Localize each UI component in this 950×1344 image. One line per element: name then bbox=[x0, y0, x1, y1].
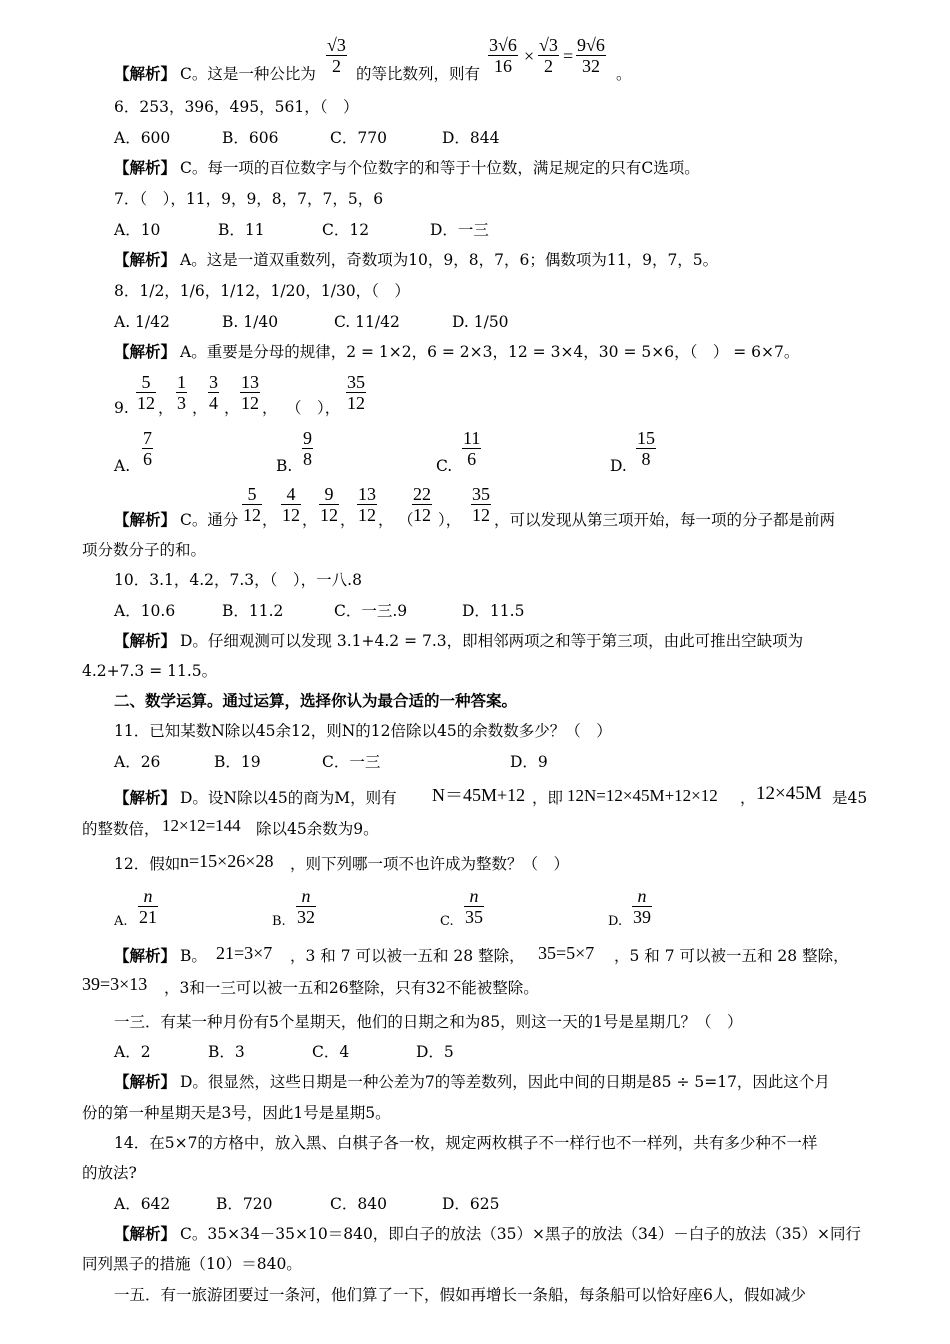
q11-math-1: N＝45M+12 bbox=[432, 785, 526, 805]
q9-exp-text-b: ，可以发现从第三项开始，每一项的分子都是前两 bbox=[494, 511, 836, 529]
q12-option-c-label: C. bbox=[440, 914, 454, 929]
q9-exp-term-5: $\frac{22}{12}$ bbox=[413, 484, 431, 525]
q5-exp-text-a: C。这是一种公比为 bbox=[180, 65, 316, 83]
q9-term-2: $\frac{1}{3}$ bbox=[177, 372, 186, 413]
q10-exp-label: 【解析】 bbox=[114, 631, 177, 650]
q13-option-d: D．5 bbox=[416, 1043, 454, 1061]
q9-blank: （ ）， bbox=[286, 399, 341, 417]
q12-option-b-fraction: $\frac{n}{32}$ bbox=[297, 886, 315, 927]
q12-option-c-fraction: $\frac{n}{35}$ bbox=[465, 886, 483, 927]
q12-option-a-fraction: $\frac{n}{21}$ bbox=[139, 886, 157, 927]
q11-exp-text-c: ， bbox=[740, 789, 756, 807]
q9-term-5: $\frac{35}{12}$ bbox=[347, 372, 365, 413]
q7-exp-label: 【解析】 bbox=[114, 250, 177, 269]
q12-option-d-fraction: $\frac{n}{39}$ bbox=[633, 886, 651, 927]
q8-exp-label: 【解析】 bbox=[114, 342, 177, 361]
q5-equals: = bbox=[563, 46, 574, 66]
q9-exp-term-1: $\frac{5}{12}$ bbox=[243, 484, 261, 525]
q5-ratio-fraction: $\frac{√3}{2}$ bbox=[327, 35, 346, 76]
q7-option-d: D．一三 bbox=[430, 221, 489, 239]
q11-math-4: 12×12=144 bbox=[162, 816, 241, 835]
q8-option-d: D. 1/50 bbox=[452, 313, 509, 331]
q11-exp-text-a: D。设N除以45的商为M，则有 bbox=[180, 789, 397, 807]
q9-exp-text-a: C。通分 bbox=[180, 511, 239, 529]
q9-term-3: $\frac{3}{4}$ bbox=[209, 372, 218, 413]
q10-option-d: D．11.5 bbox=[462, 602, 525, 620]
q9-option-a-fraction: $\frac{7}{6}$ bbox=[143, 428, 152, 469]
q5-exp-end: 。 bbox=[616, 65, 632, 83]
q11-option-a: A．26 bbox=[114, 753, 161, 771]
q12-math-1: 21=3×7 bbox=[216, 943, 273, 963]
q9-exp-label: 【解析】 bbox=[114, 510, 177, 529]
q9-option-c-fraction: $\frac{11}{6}$ bbox=[463, 428, 481, 469]
q14-option-c: C．840 bbox=[330, 1195, 387, 1213]
q9-option-a-label: A. bbox=[114, 457, 131, 475]
q12-option-a-label: A. bbox=[114, 914, 128, 929]
q13-exp-label: 【解析】 bbox=[114, 1072, 177, 1091]
q9-option-b-label: B. bbox=[276, 457, 293, 475]
q7-option-c: C．12 bbox=[322, 221, 370, 239]
q9-exp-paren-right: ）， bbox=[438, 511, 462, 529]
q9-number: 9. bbox=[114, 399, 129, 417]
q14-option-b: B．720 bbox=[216, 1195, 273, 1213]
q6-exp-label: 【解析】 bbox=[114, 158, 177, 177]
q10-option-c: C．一三.9 bbox=[334, 602, 408, 620]
q11-exp-text-d: 是45 bbox=[832, 789, 868, 807]
q6-option-d: D．844 bbox=[442, 129, 500, 147]
q5-exp-label: 【解析】 bbox=[114, 64, 177, 83]
q5-times: × bbox=[524, 46, 535, 66]
q10-option-a: A．10.6 bbox=[114, 602, 176, 620]
q5-fraction-2: $\frac{√3}{2}$ bbox=[539, 35, 558, 76]
q14-option-d: D．625 bbox=[442, 1195, 500, 1213]
q6-option-b: B．606 bbox=[222, 129, 279, 147]
q13-option-c: C．4 bbox=[312, 1043, 350, 1061]
q11-exp-label: 【解析】 bbox=[114, 788, 177, 807]
q14-option-a: A．642 bbox=[114, 1195, 171, 1213]
q11-math-3: 12×45M bbox=[756, 783, 822, 804]
q12-math-3: 39=3×13 bbox=[82, 974, 148, 994]
q11-option-d: D．9 bbox=[510, 753, 548, 771]
q11-option-c: C．一三 bbox=[322, 753, 381, 771]
q13-option-b: B．3 bbox=[208, 1043, 245, 1061]
q8-option-b: B. 1/40 bbox=[222, 313, 279, 331]
q12-math-2: 35=5×7 bbox=[538, 943, 595, 963]
q13-exp-text-a: D。很显然，这些日期是一种公差为7的等差数列，因此中间的日期是85 ÷ 5=17，因此这个月 bbox=[180, 1073, 830, 1091]
q9-exp-term-6: $\frac{35}{12}$ bbox=[472, 484, 490, 525]
q6-option-c: C．770 bbox=[330, 129, 387, 147]
q9-term-1: $\frac{5}{12}$ bbox=[137, 372, 155, 413]
q5-fraction-3: $\frac{9√6}{32}$ bbox=[577, 35, 605, 76]
q7-exp-text: A。这是一道双重数列，奇数项为10，9，8，7，6；偶数项为11，9，7，5。 bbox=[180, 251, 719, 269]
q9-exp-paren-left: （ bbox=[398, 511, 414, 529]
q8-option-c: C. 11/42 bbox=[334, 313, 400, 331]
q8-exp-text: A。重要是分母的规律，2 = 1×2，6 = 2×3，12 = 3×4，30 = 5×6，（ ） = 6×7。 bbox=[180, 343, 800, 361]
q9-option-d-fraction: $\frac{15}{8}$ bbox=[637, 428, 655, 469]
q9-exp-term-3: $\frac{9}{12}$ bbox=[320, 484, 338, 525]
q8-option-a: A. 1/42 bbox=[114, 313, 170, 331]
q9-option-c-label: C. bbox=[436, 457, 453, 475]
q14-exp-label: 【解析】 bbox=[114, 1224, 177, 1243]
q5-exp-text-b: 的等比数列，则有 bbox=[356, 65, 481, 83]
q12-exp-text-a: B。 bbox=[180, 947, 207, 965]
q11-math-2: 12N=12×45M+12×12 bbox=[567, 786, 718, 805]
q5-fraction-1: $\frac{3√6}{16}$ bbox=[489, 35, 517, 76]
q9-exp-term-4: $\frac{13}{12}$ bbox=[358, 484, 376, 525]
q7-option-a: A．10 bbox=[114, 221, 161, 239]
q6-option-a: A．600 bbox=[114, 129, 171, 147]
q11-option-b: B．19 bbox=[214, 753, 261, 771]
q12-math: n=15×26×28 bbox=[180, 851, 274, 871]
q12-exp-label: 【解析】 bbox=[114, 946, 177, 965]
q9-option-d-label: D. bbox=[610, 457, 627, 475]
q14-exp-text-a: C。35×34－35×10＝840，即白子的放法（35）×黑子的放法（34）－白子的放法（35）×同行 bbox=[180, 1225, 861, 1243]
q13-option-a: A．2 bbox=[114, 1043, 151, 1061]
q6-exp-text: C。每一项的百位数字与个位数字的和等于十位数，满足规定的只有C选项。 bbox=[180, 159, 700, 177]
q12-option-d-label: D. bbox=[608, 914, 623, 929]
q10-exp-text-a: D。仔细观测可以发现 3.1+4.2 = 7.3，即相邻两项之和等于第三项，由此可推出空缺项为 bbox=[180, 632, 804, 650]
q9-option-b-fraction: $\frac{9}{8}$ bbox=[303, 428, 312, 469]
q7-option-b: B．11 bbox=[218, 221, 265, 239]
q11-exp-text-b: ，即 bbox=[532, 789, 564, 807]
q10-option-b: B．11.2 bbox=[222, 602, 284, 620]
q12-option-b-label: B. bbox=[272, 914, 286, 929]
q9-term-4: $\frac{13}{12}$ bbox=[241, 372, 259, 413]
q9-exp-term-2: $\frac{4}{12}$ bbox=[282, 484, 300, 525]
